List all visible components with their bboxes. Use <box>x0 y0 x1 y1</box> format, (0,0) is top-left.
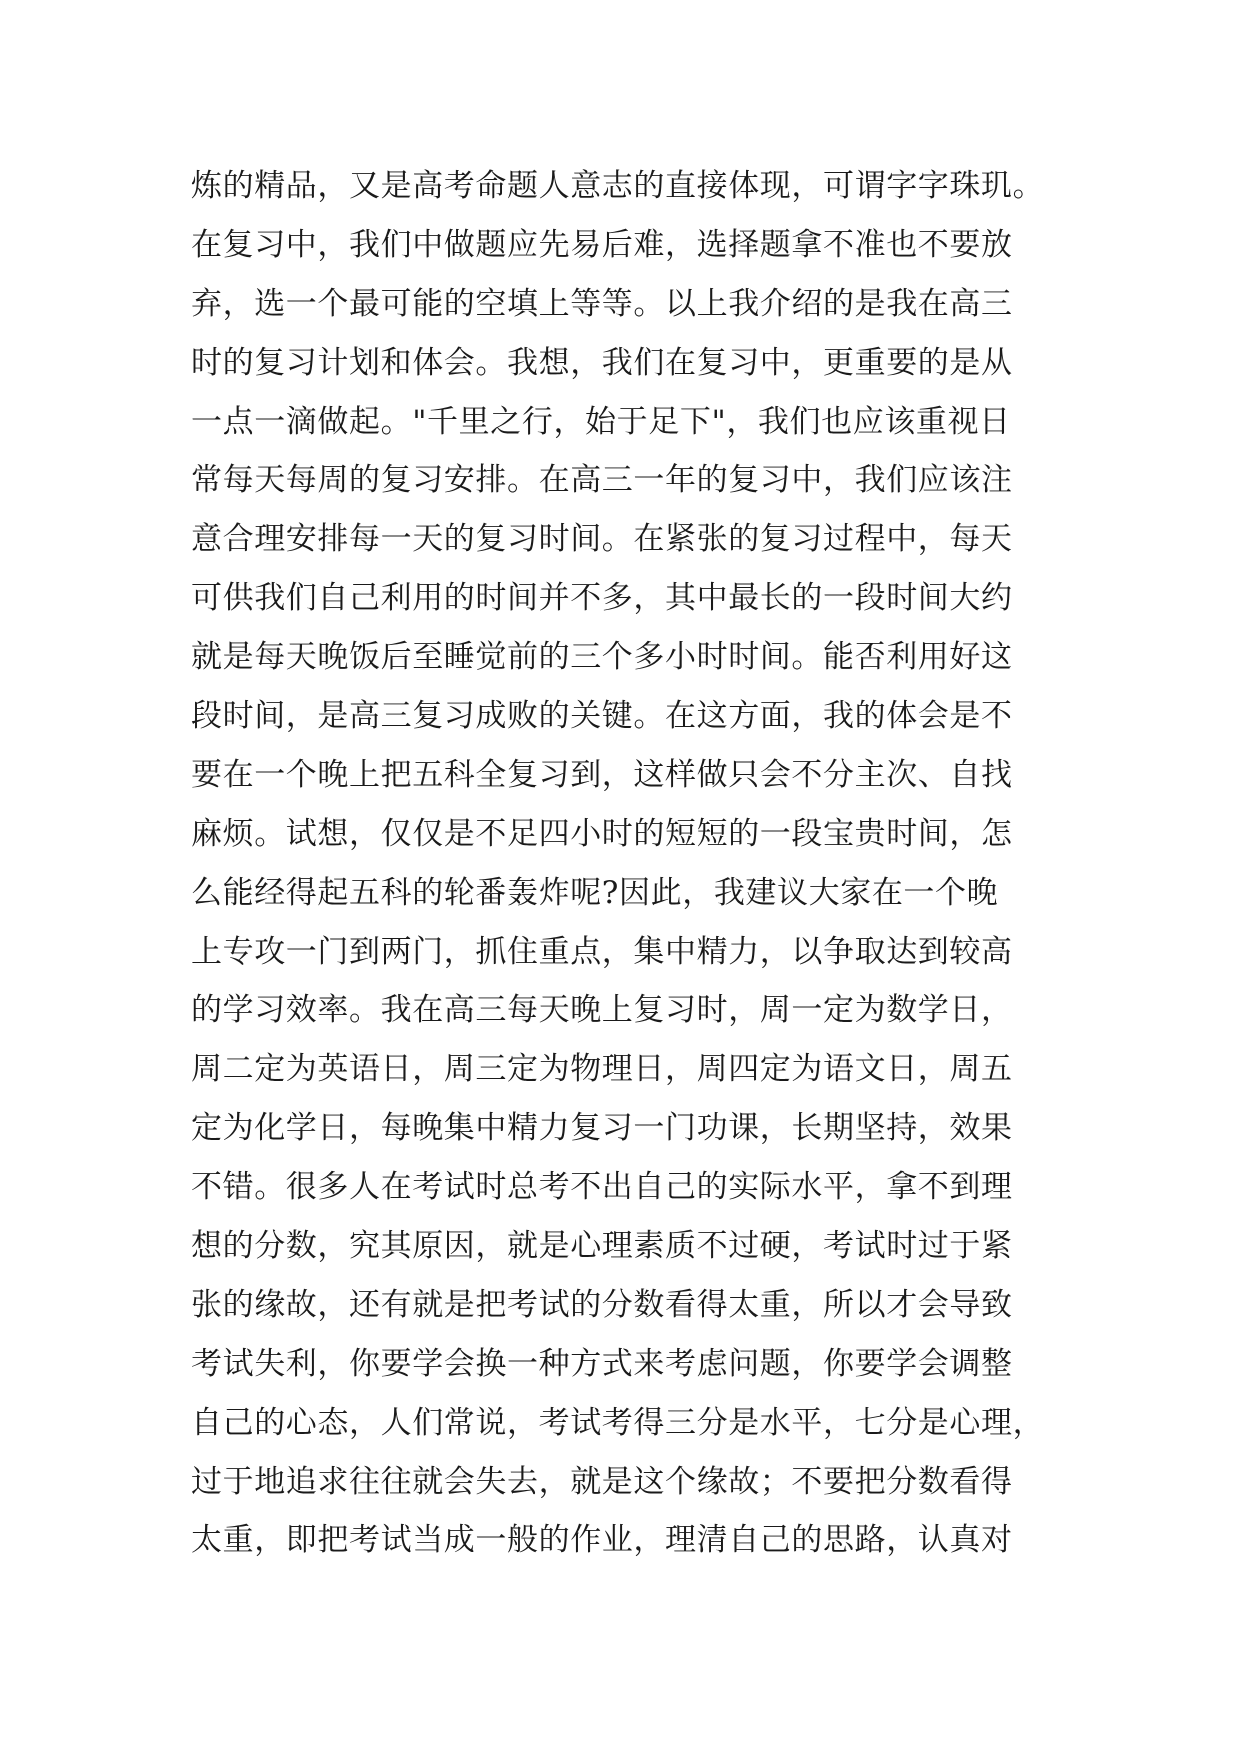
text-line: 自己的心态，人们常说，考试考得三分是水平，七分是心理， <box>191 1404 1045 1441</box>
text-line: 弃，选一个最可能的空填上等等。以上我介绍的是我在高三 <box>191 285 1013 322</box>
text-line: 时的复习计划和体会。我想，我们在复习中，更重要的是从 <box>191 344 1013 381</box>
text-line: 太重，即把考试当成一般的作业，理清自己的思路，认真对 <box>191 1522 1013 1559</box>
text-line: 意合理安排每一天的复习时间。在紧张的复习过程中，每天 <box>191 521 1013 558</box>
text-line: 麻烦。试想，仅仅是不足四小时的短短的一段宝贵时间，怎 <box>191 815 1013 852</box>
text-line: 么能经得起五科的轮番轰炸呢?因此，我建议大家在一个晚 <box>191 874 999 911</box>
text-line: 考试失利，你要学会换一种方式来考虑问题，你要学会调整 <box>191 1345 1013 1382</box>
text-line: 不错。很多人在考试时总考不出自己的实际水平，拿不到理 <box>191 1169 1013 1206</box>
text-line: 在复习中，我们中做题应先易后难，选择题拿不准也不要放 <box>191 226 1013 263</box>
text-line: 过于地追求往往就会失去，就是这个缘故；不要把分数看得 <box>191 1463 1013 1500</box>
text-line: 张的缘故，还有就是把考试的分数看得太重，所以才会导致 <box>191 1286 1013 1323</box>
body-text <box>191 157 1071 1570</box>
text-line: 就是每天晚饭后至睡觉前的三个多小时时间。能否利用好这 <box>191 639 1013 676</box>
text-line: 上专攻一门到两门，抓住重点，集中精力，以争取达到较高 <box>191 933 1013 970</box>
text-line: 可供我们自己利用的时间并不多，其中最长的一段时间大约 <box>191 580 1013 617</box>
text-line: 炼的精品，又是高考命题人意志的直接体现，可谓字字珠玑。 <box>191 168 1045 204</box>
text-line: 要在一个晚上把五科全复习到，这样做只会不分主次、自找 <box>191 756 1013 793</box>
text-line: 周二定为英语日，周三定为物理日，周四定为语文日，周五 <box>191 1051 1013 1088</box>
text-line: 定为化学日，每晚集中精力复习一门功课，长期坚持，效果 <box>191 1110 1013 1147</box>
text-line: 段时间，是高三复习成败的关键。在这方面，我的体会是不 <box>191 698 1013 735</box>
text-line: 一点一滴做起。"千里之行，始于足下"，我们也应该重视日 <box>191 403 1011 440</box>
text-line: 常每天每周的复习安排。在高三一年的复习中，我们应该注 <box>191 462 1013 499</box>
text-line: 的学习效率。我在高三每天晚上复习时，周一定为数学日， <box>191 992 1013 1029</box>
text-line: 想的分数，究其原因，就是心理素质不过硬，考试时过于紧 <box>191 1228 1013 1265</box>
